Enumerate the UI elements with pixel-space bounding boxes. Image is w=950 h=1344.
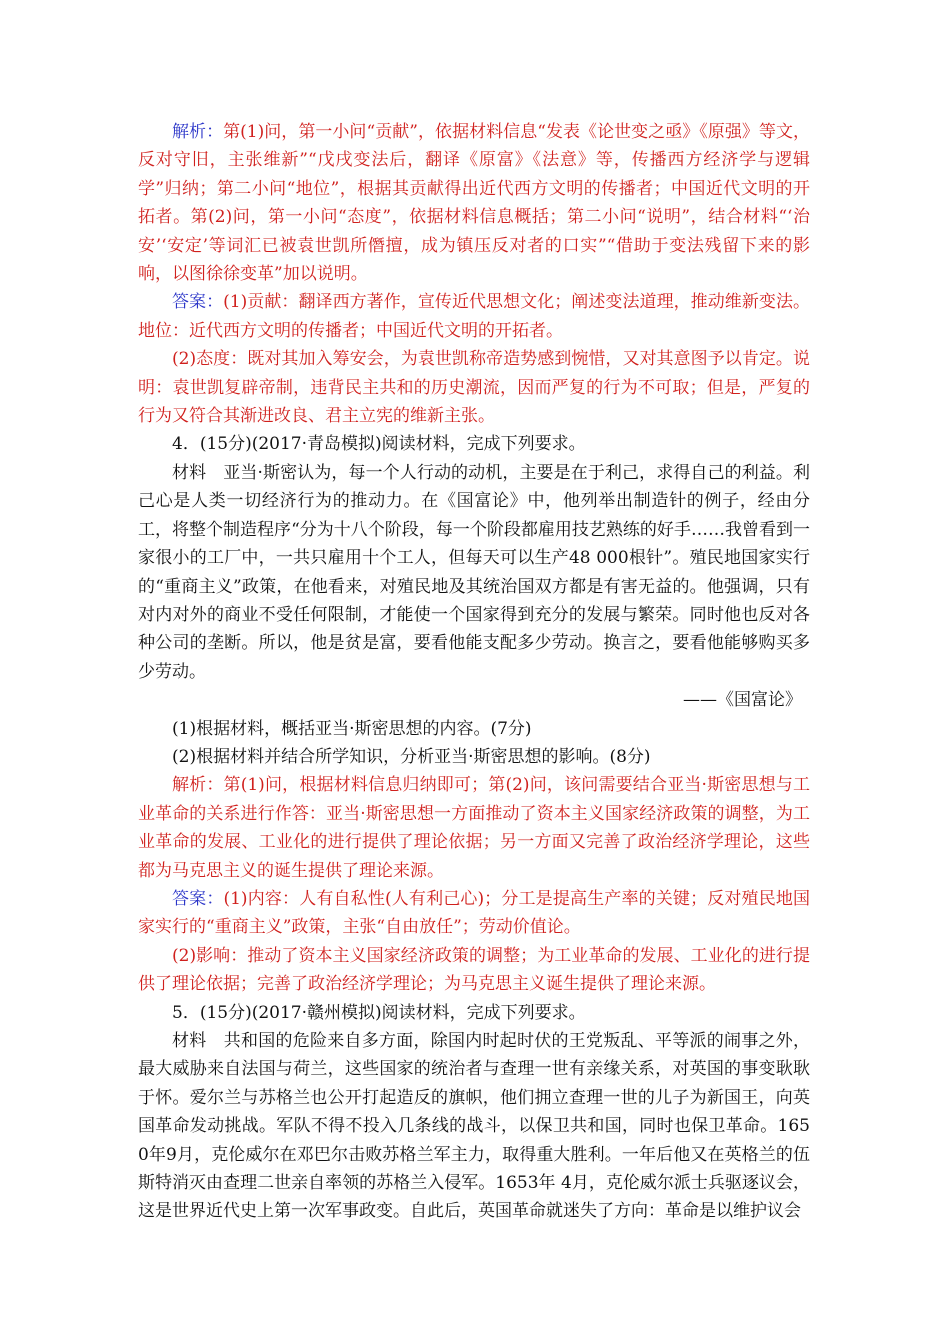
analysis-label: 解析：	[172, 122, 224, 142]
answer-paragraph-q3-2: (2)态度：既对其加入筹安会，为袁世凯称帝造势感到惋惜，又对其意图予以肯定。说明：袁世凯复辟帝制，违背民主共和的历史潮流，因而严复的行为不可取；但是，严复的行为又符合其渐进改良、君主立宪的维新主张。	[138, 349, 810, 427]
analysis-paragraph-q3	[138, 118, 810, 288]
material-source: ——《国富论》	[683, 690, 802, 711]
document-body	[138, 118, 810, 1226]
question-4-heading: 4．(15分)(2017·青岛模拟)阅读材料，完成下列要求。	[172, 434, 586, 455]
answer-paragraph-q4-1	[138, 885, 810, 942]
answer-text: (1)贡献：翻译西方著作，宣传近代思想文化；阐述变法道理，推动维新变法。地位：近代西方文明的传播者；中国近代文明的开拓者。	[138, 292, 810, 341]
question-4-sub-1: (1)根据材料，概括亚当·斯密思想的内容。(7分)	[172, 718, 532, 739]
question-5-material: 材料 共和国的危险来自多方面，除国内时起时伏的王党叛乱、平等派的闹事之外，最大威胁来自法国与荷兰，这些国家的统治者与查理一世有亲缘关系，对英国的事变耿耿于怀。爱尔兰与苏格兰也公开打起造反的旗帜，他们拥立查理一世的儿子为新国王，向英国革命发动挑战。军队不得不投入几条线的战斗，以保卫共和国，同时也保卫革命。1650年9月，克伦威尔在邓巴尔击败苏格兰军主力，取得重大胜利。一年后他又在英格兰的伍斯特消灭由查理二世亲自率领的苏格兰入侵军。1653年 4月，克伦威尔派士兵驱逐议会，这是世界近代史上第一次军事政变。自此后，英国革命就迷失了方向：革命是以维护议会	[138, 1031, 810, 1222]
answer-label: 答案：	[172, 292, 224, 313]
analysis-text: 第(1)问，第一小问“贡献”，依据材料信息“发表《论世变之亟》《原强》等文，反对守旧，主张维新”“戊戌变法后，翻译《原富》《法意》等，传播西方经济学与逻辑学”归纳；第二小问“地位”，根据其贡献得出近代西方文明的传播者；中国近代文明的开拓者。第(2)问，第一小问“态度”，依据材料信息概括；第二小问“说明”，结合材料“‘治安’‘安定’等词汇已被袁世凯所僭擅，成为镇压反对者的口实”“借助于变法残留下来的影响，以图徐徐变革”加以说明。	[138, 122, 810, 285]
analysis-paragraph-q4	[138, 771, 810, 885]
answer-paragraph-q3-1	[138, 288, 810, 345]
answer-label: 答案：	[172, 888, 224, 909]
answer-text: (1)内容：人有自私性(人有利己心)；分工是提高生产率的关键；反对殖民地国家实行的“重商主义”政策，主张“自由放任”；劳动价值论。	[138, 888, 811, 938]
question-5-heading: 5．(15分)(2017·赣州模拟)阅读材料，完成下列要求。	[172, 1002, 586, 1023]
question-4-sub-2: (2)根据材料并结合所学知识，分析亚当·斯密思想的影响。(8分)	[172, 746, 651, 767]
analysis-text: 第(1)问，根据材料信息归纳即可；第(2)问，该问需要结合亚当·斯密思想与工业革命的关系进行作答：亚当·斯密思想一方面推动了资本主义国家经济政策的调整，为工业革命的发展、工业化的进行提供了理论依据；另一方面又完善了政治经济学理论，这些都为马克思主义的诞生提供了理论来源。	[138, 775, 810, 881]
analysis-label: 解析：	[172, 775, 224, 796]
answer-paragraph-q4-2: (2)影响：推动了资本主义国家经济政策的调整；为工业革命的发展、工业化的进行提供了理论依据；完善了政治经济学理论；为马克思主义诞生提供了理论来源。	[138, 945, 810, 995]
question-4-material: 材料 亚当·斯密认为，每一个人行动的动机，主要是在于利己，求得自己的利益。利己心是人类一切经济行为的推动力。在《国富论》中，他列举出制造针的例子，经由分工，将整个制造程序“分为十八个阶段，每一个阶段都雇用技艺熟练的好手……我曾看到一家很小的工厂中，一共只雇用十个工人，但每天可以生产48 000根针”。殖民地国家实行的“重商主义”政策，在他看来，对殖民地及其统治国双方都是有害无益的。他强调，只有对内对外的商业不受任何限制，才能使一个国家得到充分的发展与繁荣。同时他也反对各种公司的垄断。所以，他是贫是富，要看他能支配多少劳动。换言之，要看他能够购买多少劳动。	[138, 462, 810, 682]
